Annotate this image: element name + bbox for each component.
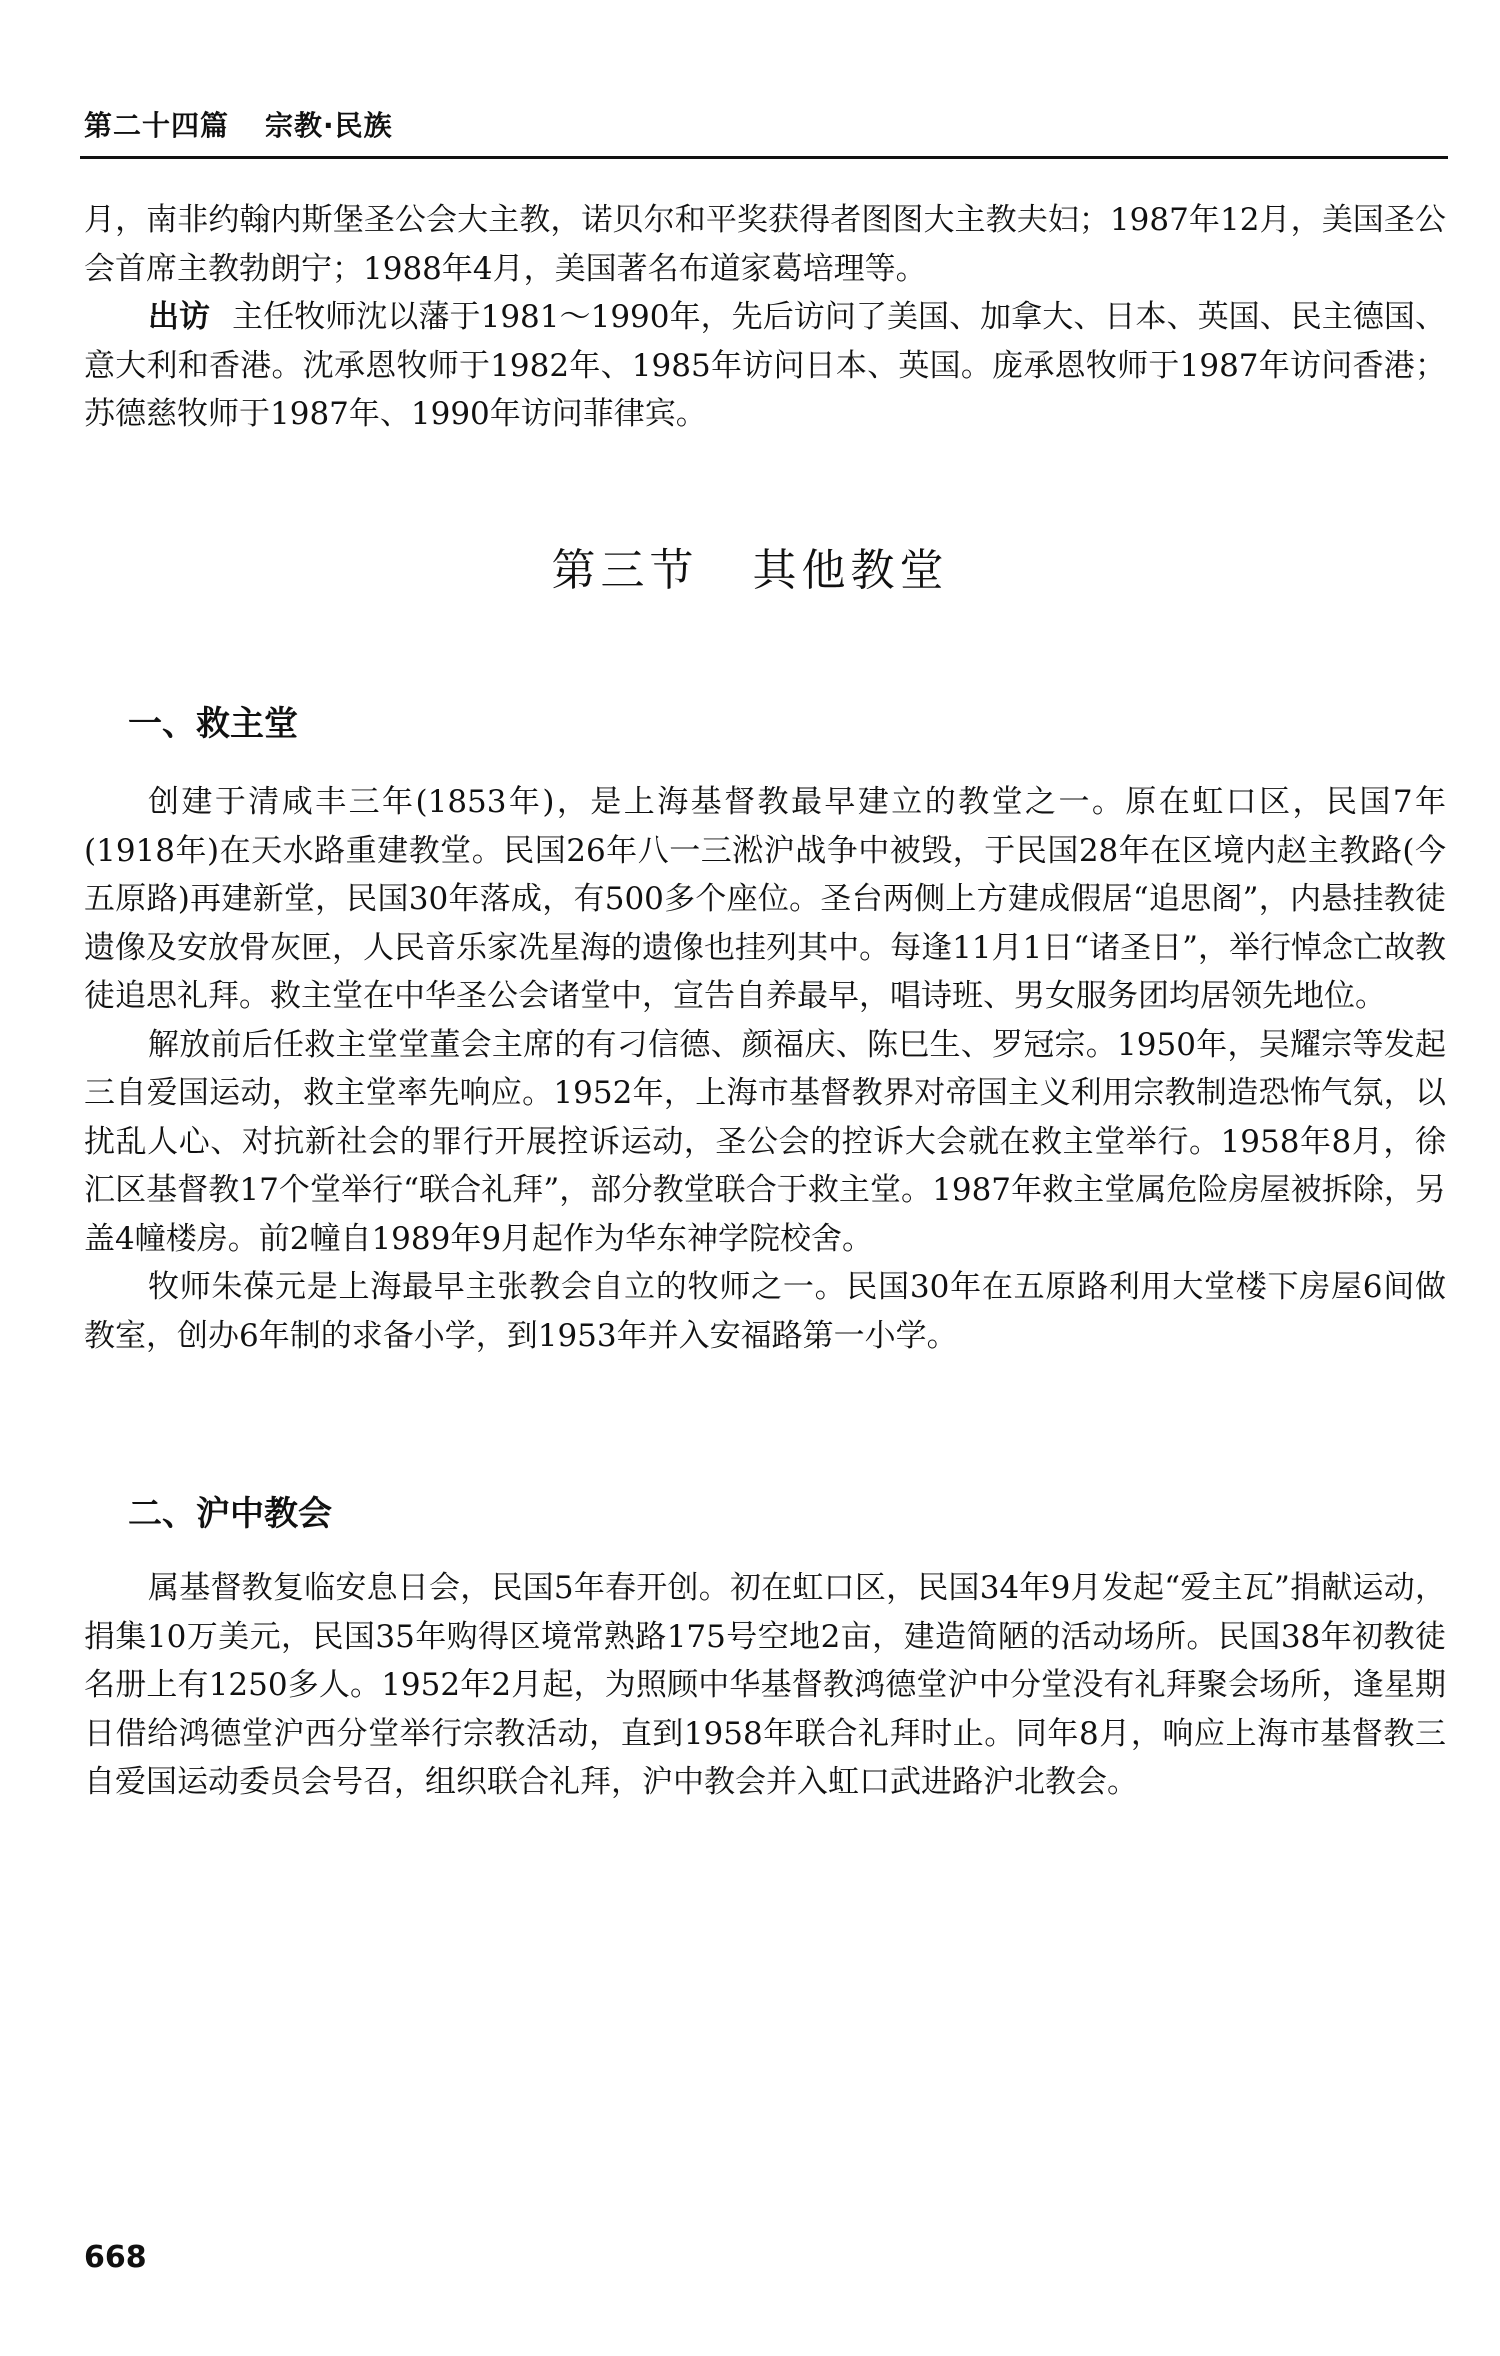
section-number: 第三节 — [551, 545, 699, 596]
paragraph: 解放前后任救主堂堂董会主席的有刁信德、颜福庆、陈巳生、罗冠宗。1950年，吴耀宗等发起三自爱国运动，救主堂率先响应。1952年，上海市基督教界对帝国主义利用宗教制造恐怖气氛，以扰乱人心、对抗新社会的罪行开展控诉运动，圣公会的控诉大会就在救主堂举行。1958年8月，徐汇区基督教17个堂举行“联合礼拜”，部分教堂联合于救主堂。1987年救主堂属危险房屋被拆除，另盖4幢楼房。前2幢自1989年9月起作为华东神学院校舍。 — [84, 1026, 1446, 1257]
paragraph: 牧师朱葆元是上海最早主张教会自立的牧师之一。民国30年在五原路利用大堂楼下房屋6间做教室，创办6年制的求备小学，到1953年并入安福路第一小学。 — [84, 1269, 1446, 1354]
paragraph: 创建于清咸丰三年(1853年)，是上海基督教最早建立的教堂之一。原在虹口区，民国7年(1918年)在天水路重建教堂。民国26年八一三淞沪战争中被毁，于民国28年在区境内赵主教路(今五原路)再建新堂，民国30年落成，有500多个座位。圣台两侧上方建成假居“追思阁”，内悬挂教徒遗像及安放骨灰匣，人民音乐家冼星海的遗像也挂列其中。每逢11月1日“诸圣日”，举行悼念亡故教徒追思礼拜。救主堂在中华圣公会诸堂中，宣告自养最早，唱诗班、男女服务团均居领先地位。 — [84, 784, 1446, 1014]
subsection-heading: 一、救主堂 — [128, 704, 298, 744]
subject-title: 宗教·民族 — [265, 109, 393, 142]
paragraph: 月，南非约翰内斯堡圣公会大主教，诺贝尔和平奖获得者图图大主教夫妇；1987年12月，美国圣公会首席主教勃朗宁；1988年4月，美国著名布道家葛培理等。 — [84, 202, 1446, 287]
page-number: 668 — [84, 2240, 147, 2275]
running-header — [84, 104, 393, 144]
subsection-body — [84, 1564, 1446, 1807]
section-name: 其他教堂 — [752, 545, 949, 596]
paragraph-visits — [84, 293, 1446, 439]
paragraph: 属基督教复临安息日会，民国5年春开创。初在虹口区，民国34年9月发起“爱主瓦”捐献运动，捐集10万美元，民国35年购得区境常熟路175号空地2亩，建造简陋的活动场所。民国38年初教徒名册上有1250多人。1952年2月起，为照顾中华基督教鸿德堂沪中分堂没有礼拜聚会场所，逢星期日借给鸿德堂沪西分堂举行宗教活动，直到1958年联合礼拜时止。同年8月，响应上海市基督教三自爱国运动委员会号召，组织联合礼拜，沪中教会并入虹口武进路沪北教会。 — [84, 1570, 1446, 1800]
section-title — [0, 534, 1500, 598]
subsection-heading: 二、沪中教会 — [128, 1494, 332, 1534]
part-title: 第二十四篇 — [84, 109, 230, 142]
continuation-text — [84, 196, 1446, 439]
paragraph-text: 主任牧师沈以藩于1981～1990年，先后访问了美国、加拿大、日本、英国、民主德国、意大利和香港。沈承恩牧师于1982年、1985年访问日本、英国。庞承恩牧师于1987年访问香港；苏德慈牧师于1987年、1990年访问菲律宾。 — [84, 299, 1446, 432]
subsection-body — [84, 778, 1446, 1360]
run-in-heading: 出访 — [148, 299, 211, 335]
header-rule — [80, 156, 1448, 159]
